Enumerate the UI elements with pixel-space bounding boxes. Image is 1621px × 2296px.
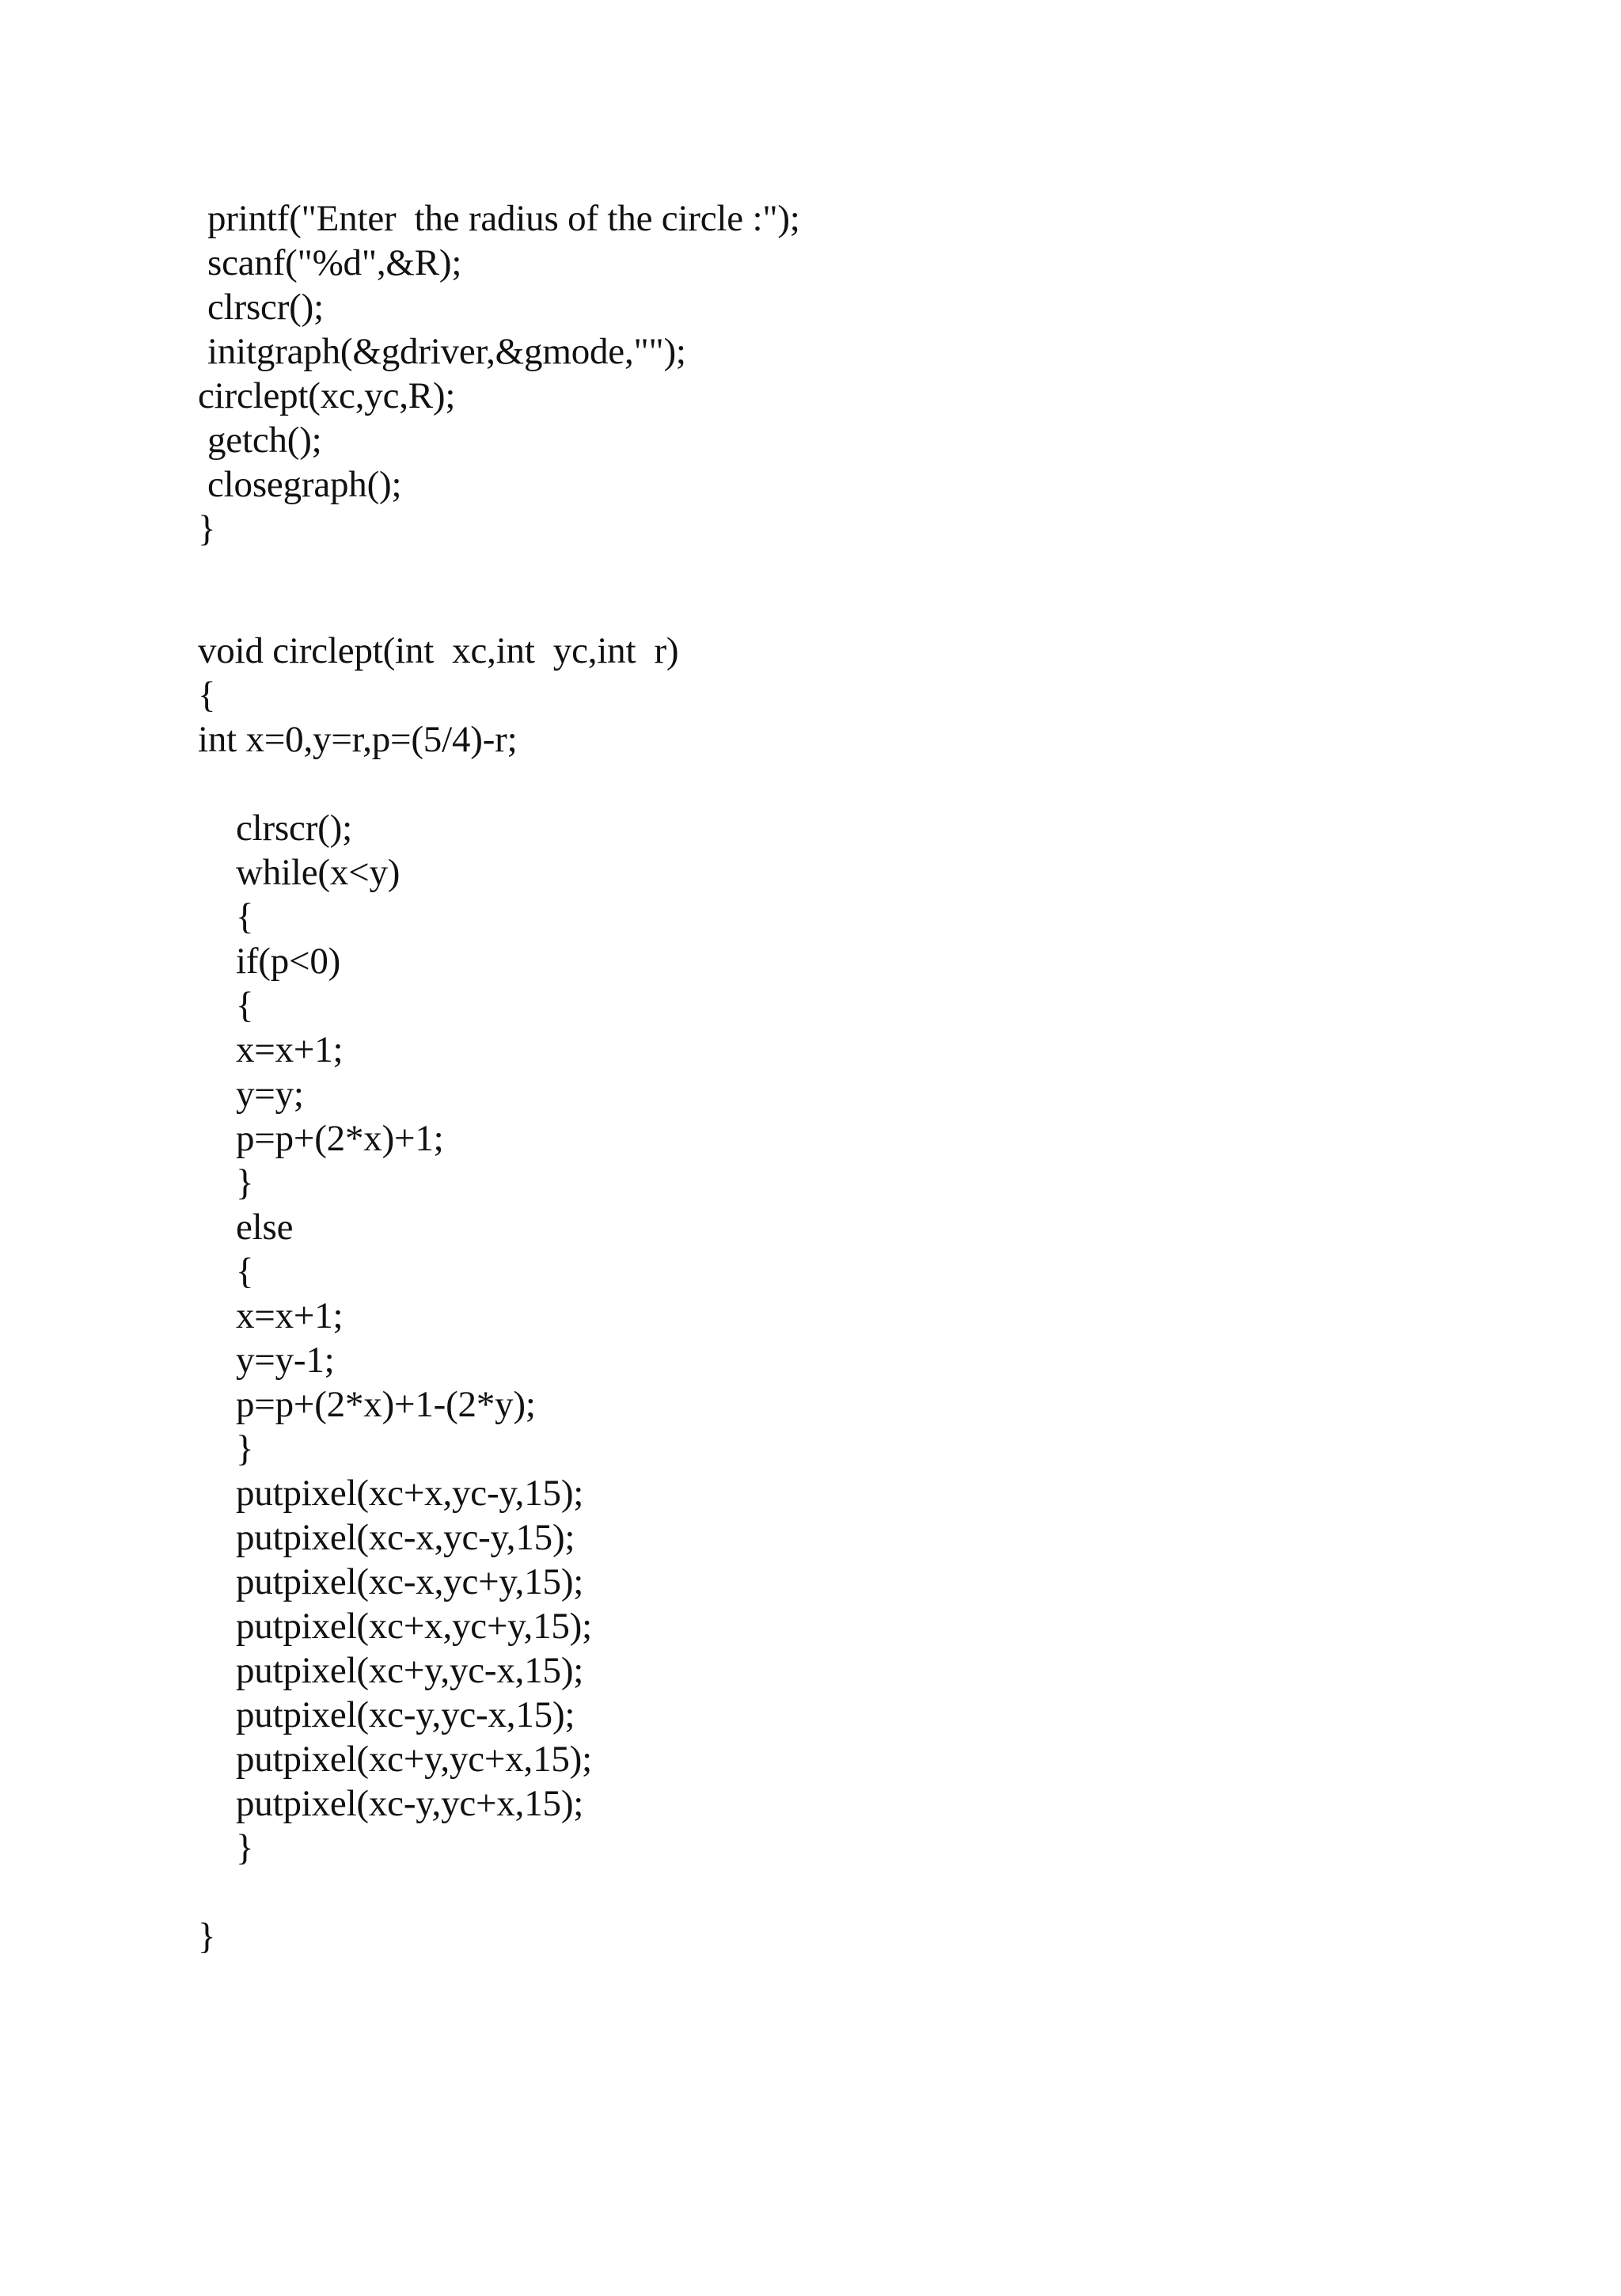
code-line: getch(); <box>207 420 322 461</box>
code-line: putpixel(xc-y,yc-x,15); <box>236 1694 575 1735</box>
code-line: y=y; <box>236 1074 304 1115</box>
code-line: putpixel(xc-y,yc+x,15); <box>236 1783 584 1824</box>
code-line: printf("Enter the radius of the circle :"); <box>207 198 800 239</box>
code-line: } <box>236 1428 254 1469</box>
code-line: if(p<0) <box>236 941 341 982</box>
code-line: scanf("%d",&R); <box>207 242 462 283</box>
code-line: y=y-1; <box>236 1340 335 1381</box>
code-line: { <box>236 896 254 937</box>
code-line: closegraph(); <box>207 464 402 505</box>
code-line: { <box>236 985 254 1026</box>
code-line: } <box>236 1162 254 1203</box>
code-line: else <box>236 1207 294 1248</box>
code-line: p=p+(2*x)+1-(2*y); <box>236 1384 536 1425</box>
code-line: } <box>198 508 216 549</box>
code-line: { <box>236 1251 254 1292</box>
code-line: putpixel(xc+y,yc+x,15); <box>236 1739 592 1780</box>
code-line: } <box>236 1827 254 1868</box>
code-line: putpixel(xc-x,yc-y,15); <box>236 1517 575 1558</box>
code-line: x=x+1; <box>236 1029 344 1070</box>
code-line: x=x+1; <box>236 1295 344 1336</box>
code-line: putpixel(xc-x,yc+y,15); <box>236 1561 584 1602</box>
code-line: clrscr(); <box>236 808 352 849</box>
code-line: initgraph(&gdriver,&gmode,""); <box>207 331 686 372</box>
code-line: { <box>198 675 216 716</box>
code-line: } <box>198 1916 216 1957</box>
code-line: putpixel(xc+x,yc+y,15); <box>236 1606 592 1647</box>
code-line: putpixel(xc+x,yc-y,15); <box>236 1473 584 1514</box>
code-line: clrscr(); <box>207 287 324 328</box>
code-line: putpixel(xc+y,yc-x,15); <box>236 1650 584 1691</box>
code-line: void circlept(int xc,int yc,int r) <box>198 630 679 671</box>
code-line: int x=0,y=r,p=(5/4)-r; <box>198 719 518 760</box>
code-line: p=p+(2*x)+1; <box>236 1118 444 1159</box>
code-line: circlept(xc,yc,R); <box>198 375 456 416</box>
code-line: while(x<y) <box>236 852 401 893</box>
